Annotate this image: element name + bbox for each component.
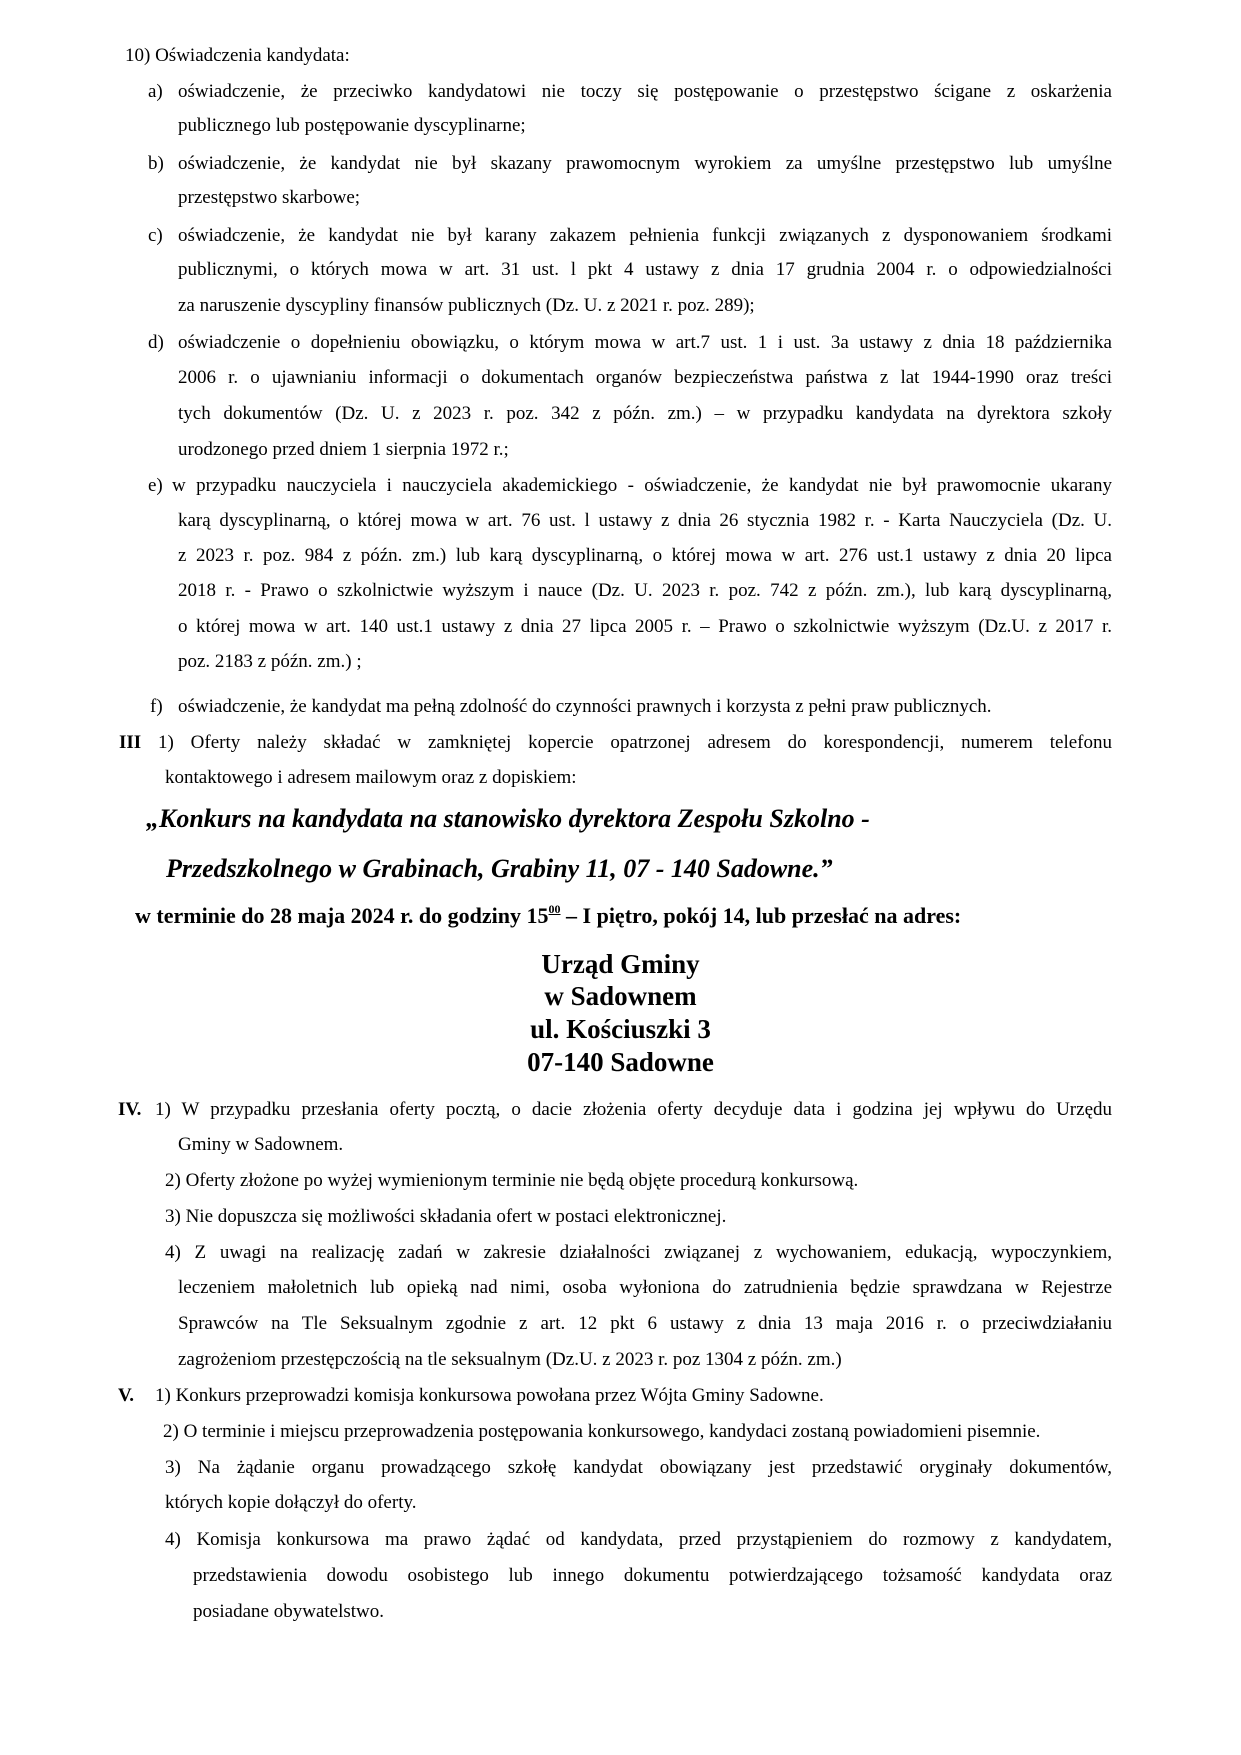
item-f-line1: oświadczenie, że kandydat ma pełną zdolność do czynności prawnych i korzysta z pełni praw publicznych. — [178, 696, 992, 717]
item-b-label: b) — [148, 153, 164, 174]
contest-title-line2: Przedszkolnego w Grabinach, Grabiny 11, 07 - 140 Sadowne.” — [166, 854, 833, 883]
section-5-p3-line1: 3) Na żądanie organu prowadzącego szkołę kandydat obowiązany jest przedstawić oryginały dokumentów, — [165, 1457, 1112, 1478]
deadline-hour-sup: 00 — [548, 902, 561, 916]
item-a-line2: publicznego lub postępowanie dyscyplinarne; — [178, 115, 526, 136]
item-c-line2: publicznymi, o których mowa w art. 31 ust. l pkt 4 ustawy z dnia 17 grudnia 2004 r. o odpowiedzialności — [178, 259, 1112, 280]
item-e-line3: z 2023 r. poz. 984 z późn. zm.) lub karą dyscyplinarną, o której mowa w art. 276 ust.1 ustawy z dnia 20 lipca — [178, 545, 1112, 566]
item-a-line1: oświadczenie, że przeciwko kandydatowi nie toczy się postępowanie o przestępstwo ścigane z oskarżenia — [178, 81, 1112, 102]
section-5-p2: 2) O terminie i miejscu przeprowadzenia postępowania konkursowego, kandydaci zostaną powiadomieni pisemnie. — [163, 1421, 1041, 1442]
item-d-line3: tych dokumentów (Dz. U. z 2023 r. poz. 342 z późn. zm.) – w przypadku kandydata na dyrektora szkoły — [178, 403, 1112, 424]
section-4-p4-line1: 4) Z uwagi na realizację zadań w zakresie działalności związanej z wychowaniem, edukacją, wypoczynkiem, — [165, 1242, 1112, 1263]
address-line3: ul. Kościuszki 3 — [530, 1014, 711, 1044]
section-10-heading: 10) Oświadczenia kandydata: — [125, 45, 350, 66]
item-b-line2: przestępstwo skarbowe; — [178, 187, 361, 208]
item-d-label: d) — [148, 332, 164, 353]
deadline-text: w terminie do 28 maja 2024 r. do godziny 15 — [135, 903, 549, 928]
address-line4: 07-140 Sadowne — [527, 1047, 714, 1077]
deadline-line — [135, 902, 962, 928]
item-f-label: f) — [150, 696, 163, 717]
item-e-line6: poz. 2183 z późn. zm.) ; — [178, 651, 362, 672]
section-4-p4-line4: zagrożeniom przestępczością na tle seksualnym (Dz.U. z 2023 r. poz 1304 z późn. zm.) — [178, 1349, 842, 1370]
item-d-line2: 2006 r. o ujawnianiu informacji o dokumentach organów bezpieczeństwa państwa z lat 1944-1990 oraz treści — [178, 367, 1112, 388]
section-5-p4-line1: 4) Komisja konkursowa ma prawo żądać od kandydata, przed przystąpieniem do rozmowy z kandydatem, — [165, 1529, 1112, 1550]
item-e-line4: 2018 r. - Prawo o szkolnictwie wyższym i nauce (Dz. U. 2023 r. poz. 742 z późn. zm.), lub karą dyscyplinarną, — [178, 580, 1112, 601]
section-3-line1: 1) Oferty należy składać w zamkniętej kopercie opatrzonej adresem do korespondencji, numerem telefonu — [158, 732, 1112, 753]
item-e-line2: karą dyscyplinarną, o której mowa w art. 76 ust. l ustawy z dnia 26 stycznia 1982 r. - Karta Nauczyciela (Dz. U. — [178, 510, 1112, 531]
address-line1: Urząd Gminy — [541, 949, 700, 979]
section-5-p4-line2: przedstawienia dowodu osobistego lub innego dokumentu potwierdzającego tożsamość kandydata oraz — [193, 1565, 1112, 1586]
address-line2: w Sadownem — [544, 981, 697, 1011]
section-4-p3: 3) Nie dopuszcza się możliwości składania ofert w postaci elektronicznej. — [165, 1206, 727, 1227]
section-5-p4-line3: posiadane obywatelstwo. — [193, 1601, 385, 1622]
section-4-p4-line2: leczeniem małoletnich lub opieką nad nimi, osoba wyłoniona do zatrudnienia będzie sprawdzana w Rejestrze — [178, 1277, 1112, 1298]
section-4-p4-line3: Sprawców na Tle Seksualnym zgodnie z art. 12 pkt 6 ustawy z dnia 13 maja 2016 r. o przeciwdziałaniu — [178, 1313, 1112, 1334]
section-5-p3-line2: których kopie dołączył do oferty. — [165, 1492, 417, 1513]
item-c-label: c) — [148, 225, 163, 246]
item-e-label: e) — [148, 475, 163, 496]
contest-title-line1: „Konkurs na kandydata na stanowisko dyrektora Zespołu Szkolno - — [146, 804, 870, 833]
item-d-line4: urodzonego przed dniem 1 sierpnia 1972 r.; — [178, 439, 509, 460]
item-c-line3: za naruszenie dyscypliny finansów publicznych (Dz. U. z 2021 r. poz. 289); — [178, 295, 755, 316]
item-e-line5: o której mowa w art. 140 ust.1 ustawy z dnia 27 lipca 2005 r. – Prawo o szkolnictwie wyższym (Dz.U. z 2017 r. — [178, 616, 1112, 637]
section-4-number: IV. — [118, 1099, 142, 1120]
section-4-p1-line1: 1) W przypadku przesłania oferty pocztą, o dacie złożenia oferty decyduje data i godzina jej wpływu do Urzędu — [155, 1099, 1112, 1120]
item-b-line1: oświadczenie, że kandydat nie był skazany prawomocnym wyrokiem za umyślne przestępstwo lub umyślne — [178, 153, 1112, 174]
section-4-p1-line2: Gminy w Sadownem. — [178, 1134, 344, 1155]
section-4-p2: 2) Oferty złożone po wyżej wymienionym terminie nie będą objęte procedurą konkursową. — [165, 1170, 859, 1191]
item-a-label: a) — [148, 81, 163, 102]
section-5-p1: 1) Konkurs przeprowadzi komisja konkursowa powołana przez Wójta Gminy Sadowne. — [155, 1385, 824, 1406]
section-3-number: III — [119, 732, 142, 753]
section-3-line2: kontaktowego i adresem mailowym oraz z dopiskiem: — [165, 767, 577, 788]
item-d-line1: oświadczenie o dopełnieniu obowiązku, o którym mowa w art.7 ust. 1 i ust. 3a ustawy z dnia 18 października — [178, 332, 1112, 353]
deadline-location: – I piętro, pokój 14, lub przesłać na adres: — [560, 903, 962, 928]
section-5-number: V. — [118, 1385, 135, 1406]
item-e-line1: w przypadku nauczyciela i nauczyciela akademickiego - oświadczenie, że kandydat nie był prawomocnie ukarany — [172, 475, 1112, 496]
item-c-line1: oświadczenie, że kandydat nie był karany zakazem pełnienia funkcji związanych z dysponowaniem środkami — [178, 225, 1112, 246]
